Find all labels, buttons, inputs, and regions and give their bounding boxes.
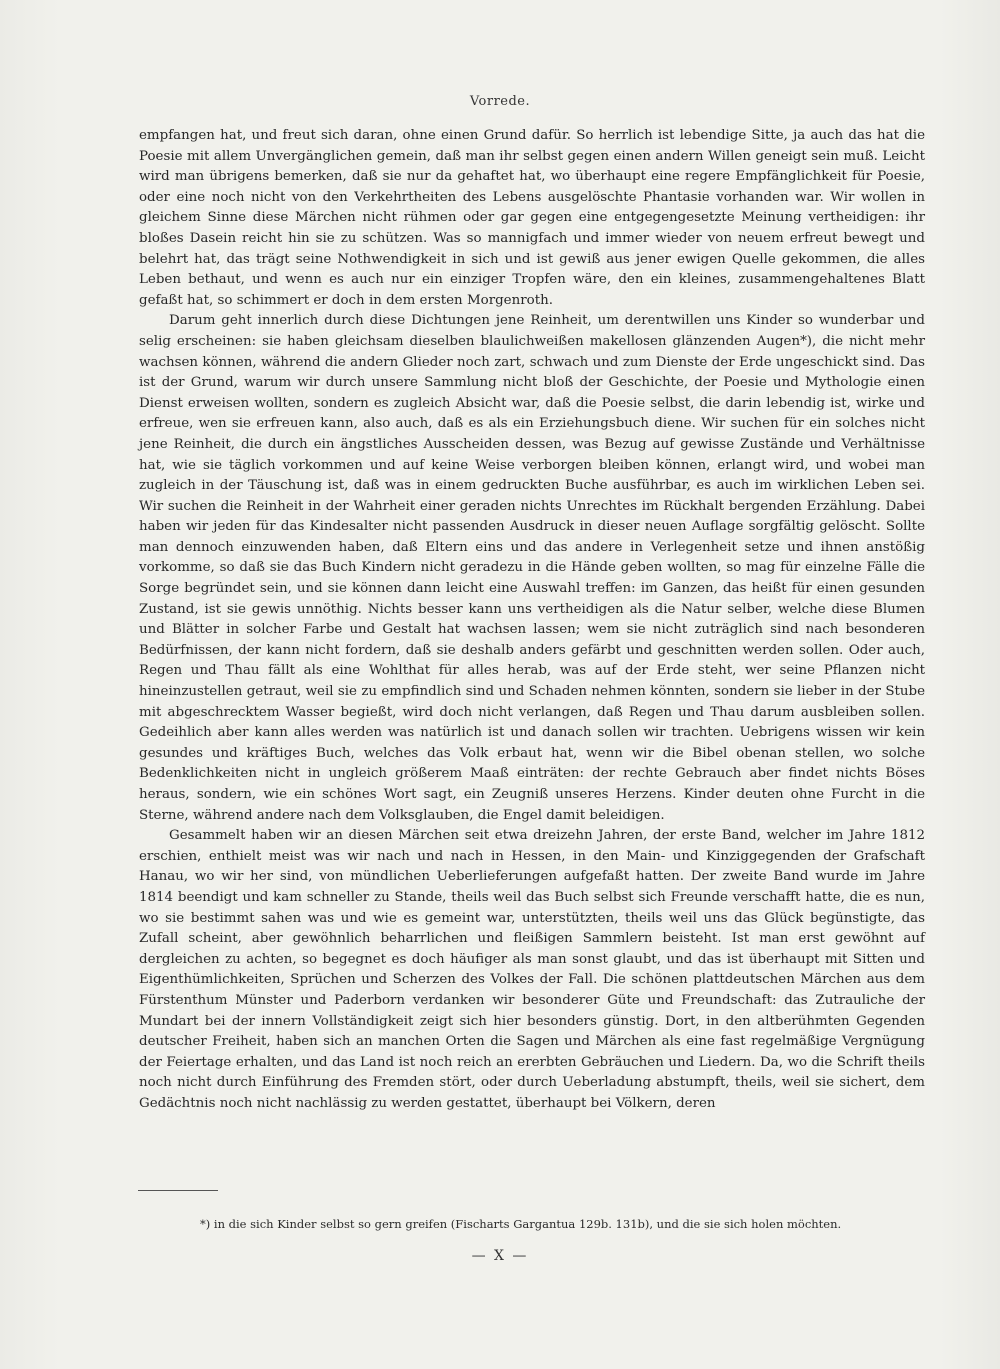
- footnote-divider: [138, 1190, 218, 1191]
- page-number: — X —: [471, 1248, 529, 1264]
- paragraph-purity: Darum geht innerlich durch diese Dichtungen jene Reinheit, um derentwillen uns Kinder so wunderbar und selig erscheinen: sie haben gleichsam dieselben blaulichweißen makellosen glänzenden Augen*), die nicht mehr wachsen können, während die andern Glieder noch zart, schwach und zum Dienste der Erde ungeschickt sind. Das ist der Grund, warum wir durch unsere Sammlung nicht bloß der Geschichte, der Poesie und Mythologie einen Dienst erweisen wollten, sondern es zugleich Absicht war, daß die Poesie selbst, die darin lebendig ist, wirke und erfreue, wen sie erfreuen kann, also auch, daß es als ein Erziehungsbuch diene. Wir suchen für ein solches nicht jene Reinheit, die durch ein ängstliches Ausscheiden dessen, was Bezug auf gewisse Zustände und Verhältnisse hat, wie sie täglich vorkommen und auf keine Weise verborgen bleiben können, erlangt wird, und wobei man zugleich in der Täuschung ist, daß was in einem gedruckten Buche ausführbar, es auch im wirklichen Leben sei. Wir suchen die Reinheit in der Wahrheit einer geraden nichts Unrechtes im Rückhalt bergenden Erzählung. Dabei haben wir jeden für das Kindesalter nicht passenden Ausdruck in dieser neuen Auflage sorgfältig gelöscht. Sollte man dennoch einzuwenden haben, daß Eltern eins und das andere in Verlegenheit setze und ihnen anstößig vorkomme, so daß sie das Buch Kindern nicht geradezu in die Hände geben wollten, so mag für einzelne Fälle die Sorge begründet sein, und sie können dann leicht eine Auswahl treffen: im Ganzen, das heißt für einen gesunden Zustand, ist sie gewis unnöthig. Nichts besser kann uns vertheidigen als die Natur selber, welche diese Blumen und Blätter in solcher Farbe und Gestalt hat wachsen lassen; wem sie nicht zuträglich sind nach besonderen Bedürfnissen, der kann nicht fordern, daß sie deshalb anders gefärbt und geschnitten werden sollen. Oder auch, Regen und Thau fällt als eine Wohlthat für alles herab, was auf der Erde steht, wer seine Pflanzen nicht hineinzustellen getraut, weil sie zu empfindlich sind und Schaden nehmen könnten, sondern sie lieber in der Stube mit abgeschrecktem Wasser begießt, wird doch nicht verlangen, daß Regen und Thau darum ausbleiben sollen. Gedeihlich aber kann alles werden was natürlich ist und danach sollen wir trachten. Uebrigens wissen wir kein gesundes und kräftiges Buch, welches das Volk erbaut hat, wenn wir die Bibel obenan stellen, wo solche Bedenklichkeiten nicht in ungleich größerem Maaß einträten: der rechte Gebrauch aber findet nichts Böses heraus, sondern, wie ein schönes Wort sagt, ein Zeugniß unseres Herzens. Kinder deuten ohne Furcht in die Sterne, während andere nach dem Volksglauben, die Engel damit beleidigen.: [139, 313, 925, 823]
- footnote: *) in die sich Kinder selbst so gern greifen (Fischarts Gargantua 129b. 131b), und die sie sich holen möchten.: [200, 1217, 842, 1231]
- paragraph-continuation: empfangen hat, und freut sich daran, ohne einen Grund dafür. So herrlich ist lebendige Sitte, ja auch das hat die Poesie mit allem Unvergänglichen gemein, daß man ihr selbst gegen einen andern Willen geneigt sein muß. Leicht wird man übrigens bemerken, daß sie nur da gehaftet hat, wo überhaupt eine regere Empfänglichkeit für Poesie, oder eine noch nicht von den Verkehrtheiten des Lebens ausgelöschte Phantasie vorhanden war. Wir wollen in gleichem Sinne diese Märchen nicht rühmen oder gar gegen eine entgegengesetzte Meinung vertheidigen: ihr bloßes Dasein reicht hin sie zu schützen. Was so mannigfach und immer wieder von neuem erfreut bewegt und belehrt hat, das trägt seine Nothwendigkeit in sich und ist gewiß aus jener ewigen Quelle gekommen, die alles Leben bethaut, und wenn es auch nur ein einziger Tropfen wäre, den ein kleines, zusammengehaltenes Blatt gefaßt hat, so schimmert er doch in dem ersten Morgenroth.: [139, 128, 925, 308]
- paragraph-collection: Gesammelt haben wir an diesen Märchen seit etwa dreizehn Jahren, der erste Band, welcher im Jahre 1812 erschien, enthielt meist was wir nach und nach in Hessen, in den Main- und Kinziggegenden der Grafschaft Hanau, wo wir her sind, von mündlichen Ueberlieferungen aufgefaßt hatten. Der zweite Band wurde im Jahre 1814 beendigt und kam schneller zu Stande, theils weil das Buch selbst sich Freunde verschafft hatte, die es nun, wo sie bestimmt sahen was und wie es gemeint war, unterstützten, theils weil uns das Glück begünstigte, das Zufall scheint, aber gewöhnlich beharrlichen und fleißigen Sammlern beisteht. Ist man erst gewöhnt auf dergleichen zu achten, so begegnet es doch häufiger als man sonst glaubt, und das ist überhaupt mit Sitten und Eigenthümlichkeiten, Sprüchen und Scherzen des Volkes der Fall. Die schönen plattdeutschen Märchen aus dem Fürstenthum Münster und Paderborn verdanken wir besonderer Güte und Freundschaft: das Zutrauliche der Mundart bei der innern Vollständigkeit zeigt sich hier besonders günstig. Dort, in den altberühmten Gegenden deutscher Freiheit, haben sich an manchen Orten die Sagen und Märchen als eine fast regelmäßige Vergnügung der Feiertage erhalten, und das Land ist noch reich an ererbten Gebräuchen und Liedern. Da, wo die Schrift theils noch nicht durch Einführung des Fremden stört, oder durch Ueberladung abstumpft, theils, weil sie sichert, dem Gedächtnis noch nicht nachlässig zu werden gestattet, überhaupt bei Völkern, deren: [139, 828, 925, 1111]
- main-text-block: [139, 126, 925, 1115]
- running-title: Vorrede.: [469, 94, 531, 109]
